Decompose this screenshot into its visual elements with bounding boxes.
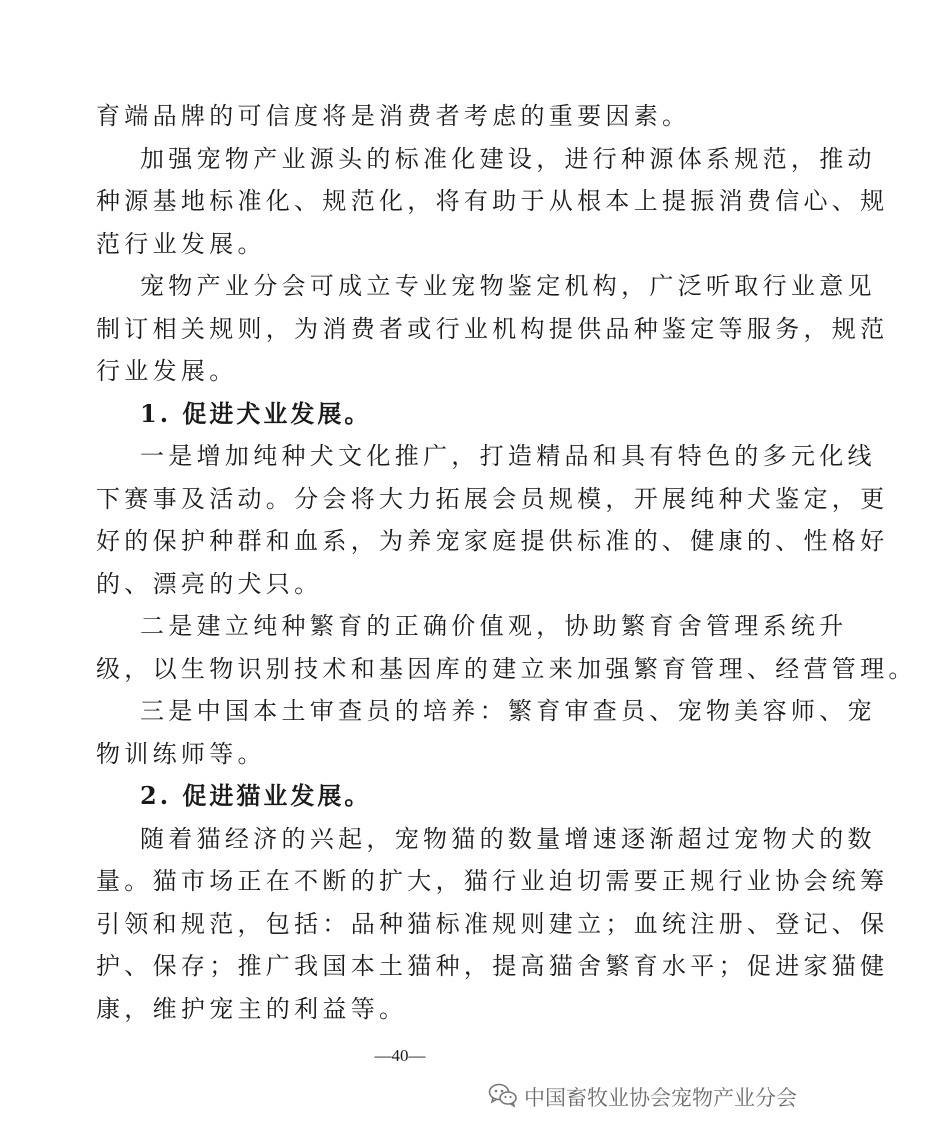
paragraph-line: 种源基地标准化、规范化，将有助于从根本上提振消费信心、规 <box>96 187 889 215</box>
wechat-icon <box>488 1082 524 1113</box>
page-number: —40— <box>374 1046 426 1065</box>
paragraph-line: 加强宠物产业源头的标准化建设，进行种源体系规范，推动 <box>140 145 876 173</box>
paragraph-line: 康，维护宠主的利益等。 <box>96 995 408 1023</box>
paragraph-line: 随着猫经济的兴起，宠物猫的数量增速逐渐超过宠物犬的数 <box>140 825 876 853</box>
paragraph-line: 范行业发展。 <box>96 230 266 258</box>
paragraph-line: 一是增加纯种犬文化推广，打造精品和具有特色的多元化线 <box>140 442 876 470</box>
paragraph-line: 护、保存；推广我国本土猫种，提高猫舍繁育水平；促进家猫健 <box>96 952 889 980</box>
watermark-text: 中国畜牧业协会宠物产业分会 <box>524 1086 797 1110</box>
paragraph-line: 行业发展。 <box>96 357 238 385</box>
paragraph-line: 三是中国本土审查员的培养：繁育审查员、宠物美容师、宠 <box>140 697 876 725</box>
paragraph-line: 育端品牌的可信度将是消费者考虑的重要因素。 <box>96 102 691 130</box>
section-heading: 2. 促进猫业发展。 <box>140 781 372 810</box>
paragraph-line: 级，以生物识别技术和基因库的建立来加强繁育管理、经营管理。 <box>96 655 917 683</box>
paragraph-line: 二是建立纯种繁育的正确价值观，协助繁育舍管理系统升 <box>140 612 848 640</box>
paragraph-line: 好的保护种群和血系，为养宠家庭提供标准的、健康的、性格好 <box>96 527 889 555</box>
paragraph-line: 制订相关规则，为消费者或行业机构提供品种鉴定等服务，规范 <box>96 315 889 343</box>
paragraph-line: 量。猫市场正在不断的扩大，猫行业迫切需要正规行业协会统筹 <box>96 867 889 895</box>
section-heading: 1. 促进犬业发展。 <box>140 399 372 428</box>
paragraph-line: 引领和规范，包括：品种猫标准规则建立；血统注册、登记、保 <box>96 910 889 938</box>
paragraph-line: 的、漂亮的犬只。 <box>96 570 323 598</box>
paragraph-line: 下赛事及活动。分会将大力拓展会员规模，开展纯种犬鉴定，更 <box>96 485 889 513</box>
paragraph-line: 物训练师等。 <box>96 740 266 768</box>
watermark <box>488 1079 797 1115</box>
paragraph-line: 宠物产业分会可成立专业宠物鉴定机构，广泛听取行业意见 <box>140 272 876 300</box>
